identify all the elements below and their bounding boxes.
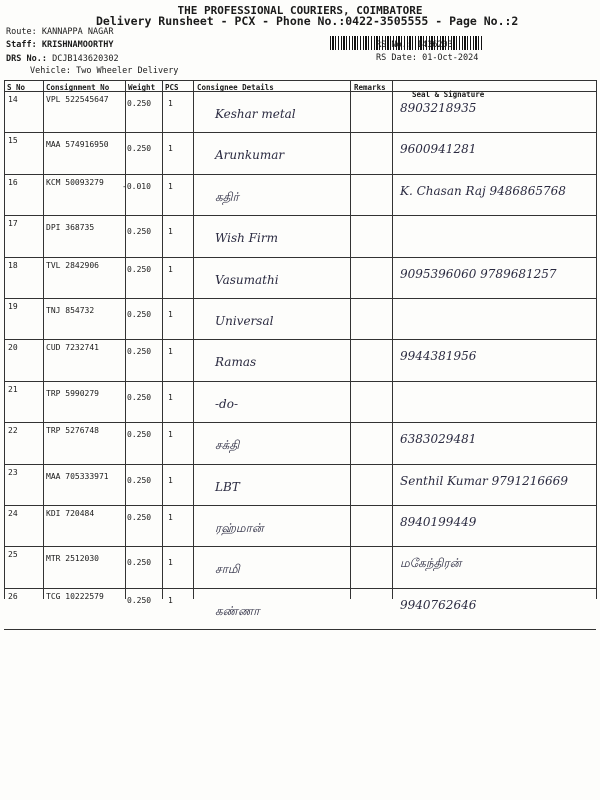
row-consignee-handwritten: -do-	[215, 396, 239, 411]
row-divider	[4, 505, 596, 506]
column-rule	[162, 80, 163, 599]
row-consignee-handwritten: Ramas	[215, 355, 257, 370]
col-consignment: Consignment No	[46, 83, 110, 92]
row-consignment: MTR 2512030	[46, 554, 99, 564]
row-consignee-handwritten: கண்ணா	[215, 603, 260, 618]
row-consignee-handwritten: சக்தி	[215, 438, 240, 453]
row-weight: 0.250	[127, 475, 152, 485]
row-pcs: 1	[168, 558, 173, 568]
row-divider	[4, 174, 596, 175]
vehicle-line	[30, 66, 178, 76]
row-sno: 14	[8, 95, 18, 104]
row-pcs: 1	[168, 144, 173, 154]
row-consignment: TRP 5990279	[46, 388, 99, 398]
row-consignee-handwritten: ரஹ்மான்	[215, 521, 264, 535]
row-sno: 15	[8, 136, 18, 146]
row-sno: 25	[8, 550, 18, 560]
row-divider	[4, 339, 596, 340]
column-rule	[392, 80, 393, 599]
rs-no-value: 1436203	[416, 40, 453, 50]
row-signature-handwritten: 9600941281	[400, 142, 477, 157]
column-rule	[43, 80, 44, 599]
col-pcs: PCS	[165, 83, 179, 92]
row-divider	[4, 422, 596, 423]
row-weight: -0.010	[122, 181, 151, 191]
row-sno: 26	[8, 591, 18, 601]
row-sno: 17	[8, 219, 18, 229]
row-consignment: CUD 7232741	[46, 343, 99, 353]
rs-no-line	[376, 40, 453, 50]
col-remarks: Remarks	[354, 83, 386, 92]
row-pcs: 1	[168, 347, 173, 357]
row-divider	[4, 464, 596, 465]
row-consignee-handwritten: சாமி	[215, 562, 240, 577]
row-divider	[4, 215, 596, 216]
row-sno: 16	[8, 177, 18, 187]
rs-no-label: RS No.:	[376, 40, 412, 50]
row-pcs: 1	[168, 392, 173, 402]
row-consignment: TNJ 854732	[46, 306, 95, 315]
staff-label: Staff:	[6, 40, 37, 50]
row-consignee-handwritten: Universal	[215, 314, 274, 328]
row-divider	[4, 629, 596, 630]
route-line	[6, 27, 114, 37]
row-sno: 24	[8, 509, 18, 518]
column-rule	[350, 80, 351, 599]
row-pcs: 1	[168, 513, 173, 522]
drs-label: DRS No.:	[6, 54, 47, 64]
row-sno: 21	[8, 384, 18, 394]
vehicle-label: Vehicle:	[30, 66, 71, 76]
row-consignment: DPI 368735	[46, 223, 95, 233]
col-sno: S No	[7, 83, 26, 92]
staff-value: KRISHNAMOORTHY	[41, 40, 114, 50]
row-divider	[4, 257, 596, 258]
row-sno: 22	[8, 426, 18, 436]
row-consignment: KCM 50093279	[46, 177, 104, 187]
rs-date-label: RS Date:	[376, 53, 417, 63]
row-consignee-handwritten: Arunkumar	[215, 148, 285, 163]
row-weight: 0.250	[127, 392, 152, 402]
row-consignment: MAA 574916950	[46, 140, 109, 150]
runsheet-title: Delivery Runsheet - PCX - Phone No.:0422-3505555 - Page No.:2	[96, 14, 519, 28]
column-rule	[125, 80, 126, 599]
row-divider	[4, 546, 596, 547]
row-weight: 0.250	[127, 558, 152, 568]
table-rule	[4, 80, 596, 81]
row-consignment: TVL 2842906	[46, 260, 99, 270]
row-pcs: 1	[168, 475, 173, 485]
col-signature: Seal & Signature	[412, 90, 485, 99]
row-consignee-handwritten: LBT	[215, 479, 240, 494]
row-signature-handwritten: Senthil Kumar 9791216669	[400, 473, 568, 488]
row-consignment: TCG 10222579	[46, 591, 104, 601]
row-pcs: 1	[168, 227, 173, 237]
row-sno: 19	[8, 302, 18, 311]
row-signature-handwritten: 8903218935	[400, 101, 477, 115]
route-label: Route:	[6, 27, 37, 37]
row-signature-handwritten: K. Chasan Raj 9486865768	[400, 183, 566, 198]
row-consignee-handwritten: Vasumathi	[215, 272, 279, 287]
row-signature-handwritten: 8940199449	[400, 515, 477, 529]
company-title: THE PROFESSIONAL COURIERS, COIMBATORE	[177, 4, 423, 17]
row-weight: 0.250	[127, 227, 152, 237]
row-pcs: 1	[168, 595, 173, 605]
row-signature-handwritten: 9095396060 9789681257	[400, 266, 557, 281]
drs-line	[6, 54, 119, 64]
row-sno: 18	[8, 260, 18, 270]
column-rule	[596, 80, 597, 599]
row-divider	[4, 588, 596, 589]
row-signature-handwritten: 9940762646	[400, 597, 477, 612]
row-divider	[4, 381, 596, 382]
row-divider	[4, 298, 596, 299]
row-consignment: KDI 720484	[46, 509, 95, 518]
row-signature-handwritten: 9944381956	[400, 349, 477, 364]
row-divider	[4, 132, 596, 133]
row-pcs: 1	[168, 99, 173, 108]
row-weight: 0.250	[127, 310, 152, 319]
row-weight: 0.250	[127, 595, 152, 605]
row-consignment: MAA 705333971	[46, 471, 109, 481]
row-consignment: TRP 5276748	[46, 426, 99, 436]
route-value: KANNAPPA NAGAR	[41, 27, 114, 37]
col-weight: Weight	[128, 83, 156, 92]
staff-line	[6, 40, 114, 50]
row-pcs: 1	[168, 181, 173, 191]
row-pcs: 1	[168, 264, 173, 274]
row-consignee-handwritten: Keshar metal	[215, 107, 296, 121]
row-pcs: 1	[168, 430, 173, 440]
vehicle-value: Two Wheeler Delivery	[76, 66, 179, 76]
row-weight: 0.250	[127, 430, 152, 440]
row-consignee-handwritten: கதிர்	[215, 189, 239, 204]
column-rule	[4, 80, 5, 599]
row-sno: 23	[8, 467, 18, 477]
drs-value: DCJB143620302	[52, 54, 119, 64]
column-rule	[193, 80, 194, 599]
row-weight: 0.250	[127, 347, 152, 357]
row-weight: 0.250	[127, 513, 152, 522]
row-weight: 0.250	[127, 264, 152, 274]
row-weight: 0.250	[127, 144, 152, 154]
row-signature-handwritten: 6383029481	[400, 432, 477, 447]
row-signature-handwritten: மகேந்திரன்	[400, 556, 462, 571]
row-pcs: 1	[168, 310, 173, 319]
rs-date-line	[376, 53, 478, 63]
row-sno: 20	[8, 343, 18, 353]
row-consignment: VPL 522545647	[46, 95, 109, 104]
row-consignee-handwritten: Wish Firm	[215, 231, 278, 246]
rs-date-value: 01-Oct-2024	[422, 53, 479, 63]
col-consignee: Consignee Details	[197, 83, 274, 92]
row-weight: 0.250	[127, 99, 152, 108]
